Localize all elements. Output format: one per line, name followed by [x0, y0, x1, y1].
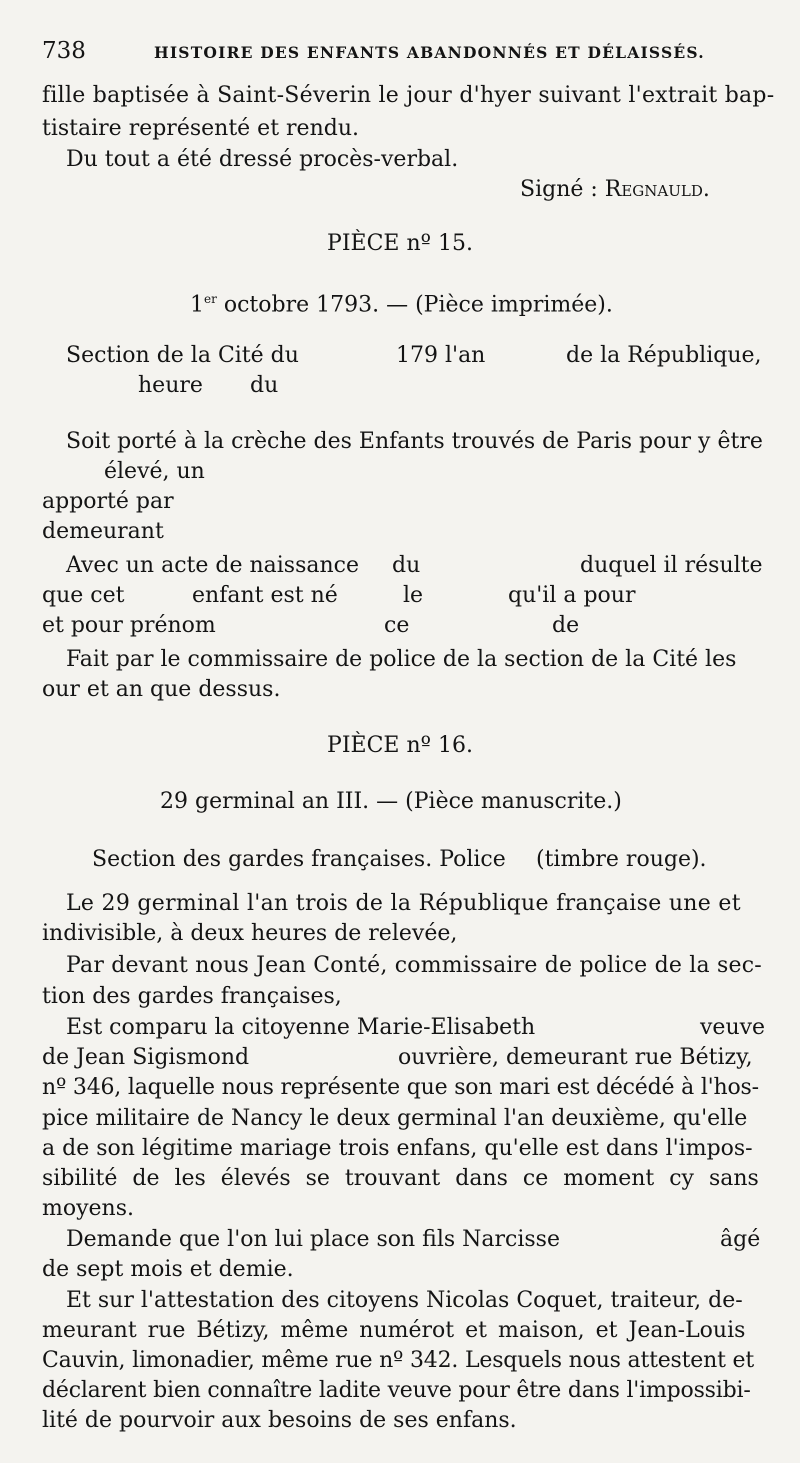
text-line: lité de pourvoir aux besoins de ses enfans.: [42, 1408, 517, 1433]
form-field: Avec un acte de naissance: [66, 553, 360, 578]
text-line: moyens.: [42, 1196, 135, 1221]
form-field: ce: [384, 613, 410, 638]
form-field: Section de la Cité du: [66, 343, 299, 368]
text-line: fille baptisée à Saint-Séverin le jour d'hyer suivant l'extrait bap-: [42, 83, 775, 108]
form-field: demeurant: [42, 519, 164, 544]
text-line: Le 29 germinal l'an trois de la République française une et: [66, 891, 741, 916]
text-line: our et an que dessus.: [42, 677, 281, 702]
form-field: de: [552, 613, 580, 638]
text-line: Soit porté à la crèche des Enfants trouvés de Paris pour y être: [66, 429, 763, 454]
text-line: Fait par le commissaire de police de la section de la Cité les: [66, 647, 737, 672]
text-line: âgé: [720, 1227, 761, 1252]
text-line: ouvrière, demeurant rue Bétizy,: [398, 1045, 753, 1070]
form-field: de la République,: [566, 343, 762, 368]
form-field: du: [392, 553, 421, 578]
text-line: tistaire représenté et rendu.: [42, 116, 359, 141]
signer-name: Regnauld.: [604, 177, 710, 202]
text-line: Demande que l'on lui place son fils Narcisse: [66, 1227, 560, 1252]
text-line: Cauvin, limonadier, même rue nº 342. Lesquels nous attestent et: [42, 1348, 754, 1373]
text-line: tion des gardes françaises,: [42, 984, 342, 1009]
text-line: indivisible, à deux heures de relevée,: [42, 921, 458, 946]
piece-heading: PIÈCE nº 15.: [327, 231, 473, 256]
text-line: de Jean Sigismond: [42, 1045, 250, 1070]
text-line: de sept mois et demie.: [42, 1257, 294, 1282]
text-line: nº 346, laquelle nous représente que son mari est décédé à l'hos-: [42, 1075, 759, 1100]
form-field: apporté par: [42, 489, 174, 514]
text-line: déclarent bien connaître ladite veuve pour être dans l'impossibi-: [42, 1378, 751, 1403]
section-label: Section des gardes françaises. Police: [92, 847, 506, 872]
form-field: et pour prénom: [42, 613, 216, 638]
running-title: HISTOIRE DES ENFANTS ABANDONNÉS ET DÉLAISSÉS.: [154, 43, 705, 62]
form-field: que cet: [42, 583, 125, 608]
form-field: qu'il a pour: [508, 583, 636, 608]
piece-heading: PIÈCE nº 16.: [327, 733, 473, 758]
text-line: Par devant nous Jean Conté, commissaire de police de la sec-: [66, 953, 762, 978]
text-line: a de son légitime mariage trois enfans, qu'elle est dans l'impos-: [42, 1136, 753, 1161]
signature-line: [520, 176, 710, 204]
piece-date: 1er octobre 1793. — (Pièce imprimée).: [190, 292, 613, 318]
form-field: heure: [138, 373, 203, 398]
stamp-note: (timbre rouge).: [536, 847, 707, 872]
form-field: duquel il résulte: [580, 553, 763, 578]
text-line: sibilité de les élevés se trouvant dans ce moment cy sans: [42, 1166, 759, 1191]
text-line: meurant rue Bétizy, même numérot et maison, et Jean-Louis: [42, 1318, 746, 1343]
signed-label: Signé :: [520, 177, 605, 202]
page-header: [42, 38, 760, 72]
page-number: 738: [42, 38, 86, 64]
text-line: veuve: [700, 1015, 766, 1040]
form-field: le: [403, 583, 424, 608]
text-line: Est comparu la citoyenne Marie-Elisabeth: [66, 1015, 536, 1040]
text-line: Du tout a été dressé procès-verbal.: [66, 147, 459, 172]
form-field: du: [250, 373, 279, 398]
text-line: Et sur l'attestation des citoyens Nicolas Coquet, traiteur, de-: [66, 1288, 743, 1313]
text-line: pice militaire de Nancy le deux germinal l'an deuxième, qu'elle: [42, 1106, 748, 1131]
form-field: enfant est né: [192, 583, 338, 608]
piece-date: 29 germinal an III. — (Pièce manuscrite.): [160, 789, 622, 814]
text-line: élevé, un: [104, 459, 205, 484]
form-field: 179 l'an: [396, 343, 486, 368]
